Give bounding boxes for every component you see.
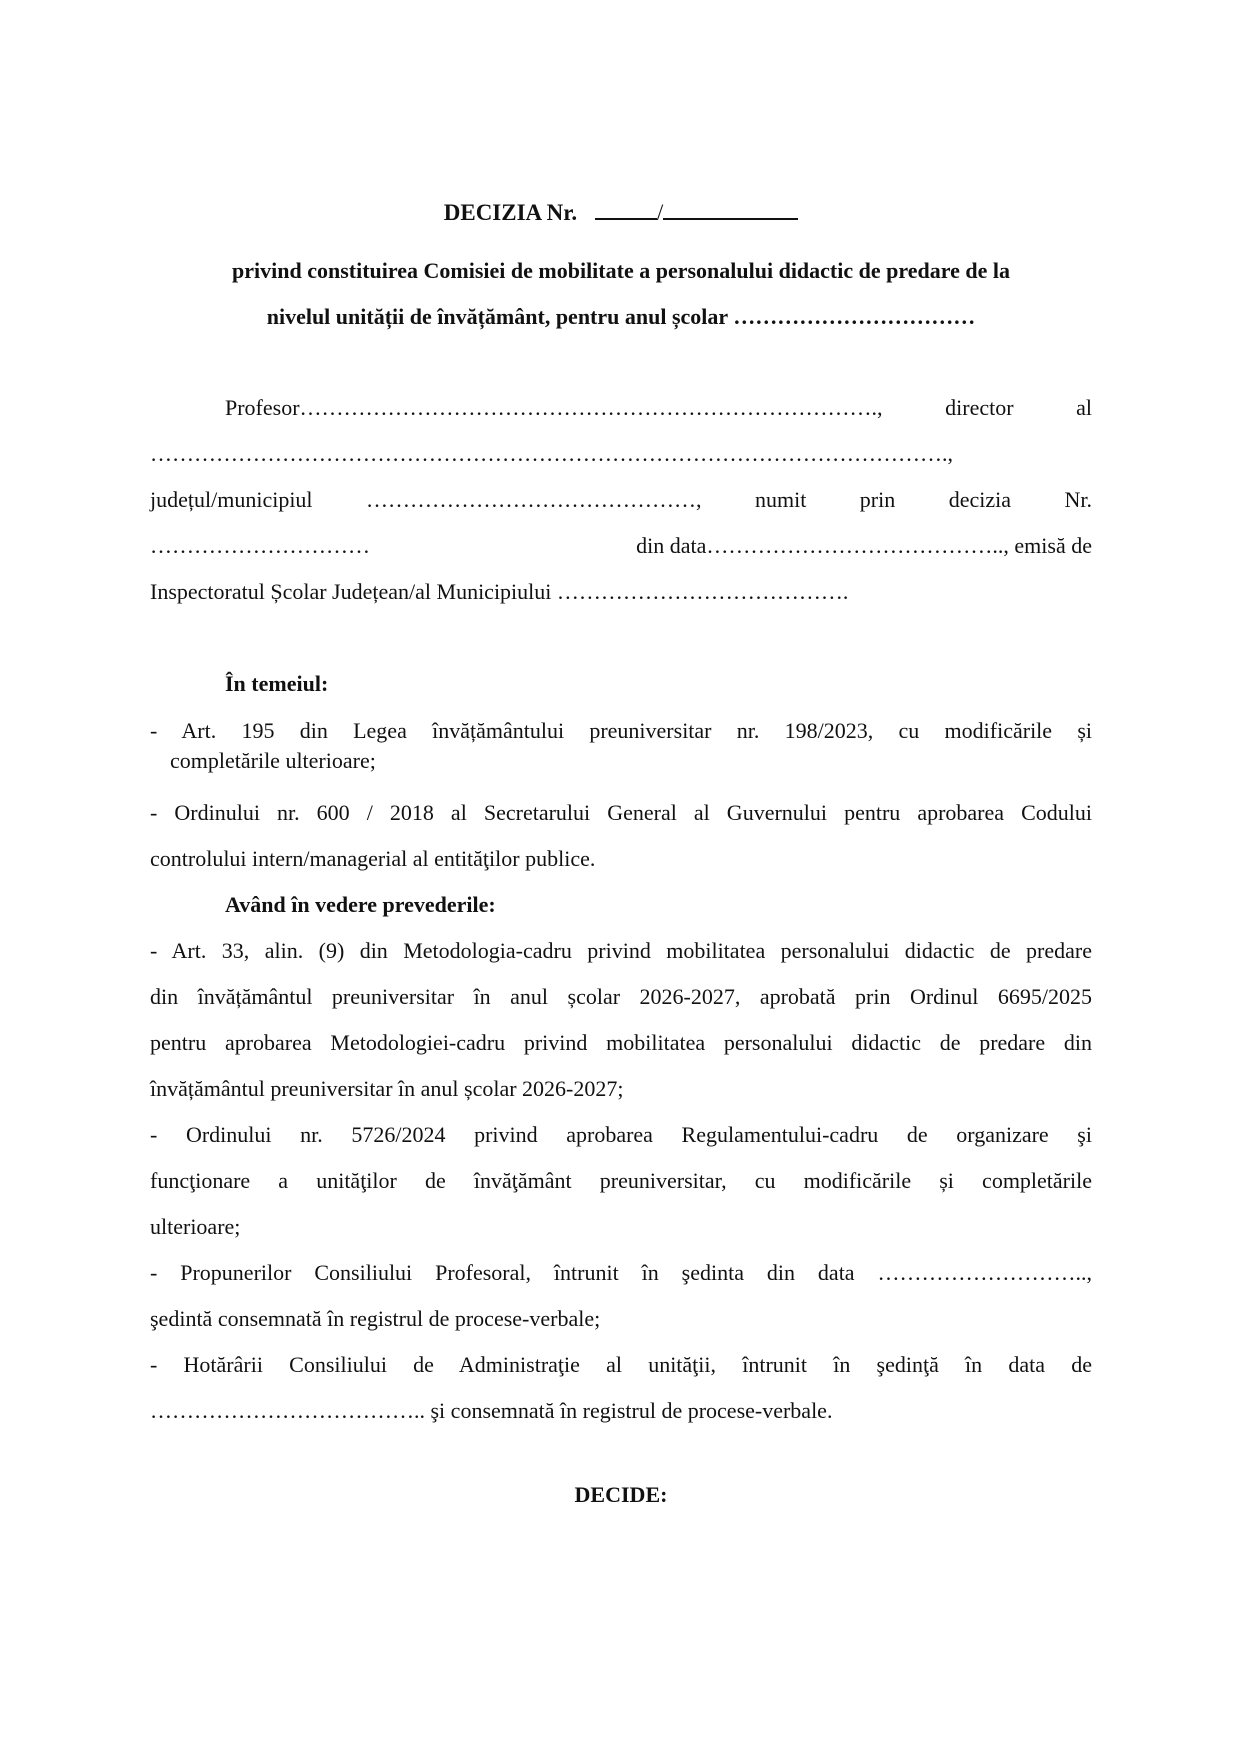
intro-line-2: ……………………………………………………………………………………………….,	[150, 441, 953, 466]
intro-line-4-blank: …………………………	[150, 533, 370, 558]
temeiul-item-2-line-2: controlului intern/managerial al entităţilor publice.	[150, 846, 596, 871]
intro-line-4-date: din data………………………………….., emisă de	[636, 533, 1092, 558]
vedere-item-1-line-2: din învățământul preuniversitar în anul școlar 2026-2027, aprobată prin Ordinul 6695/2025	[150, 984, 1092, 1009]
vedere-item-2-line-1: - Ordinului nr. 5726/2024 privind aprobarea Regulamentului-cadru de organizare şi	[150, 1122, 1092, 1147]
vedere-item-1-line-3: pentru aprobarea Metodologiei-cadru privind mobilitatea personalului didactic de predare din	[150, 1030, 1092, 1055]
intro-line-3: județul/municipiul ………………………………………, numit prin decizia Nr.	[150, 487, 1092, 512]
vedere-item-1-line-4: învățământul preuniversitar în anul școlar 2026-2027;	[150, 1076, 624, 1101]
intro-line-4	[150, 531, 1092, 561]
intro-line-5: Inspectoratul Școlar Județean/al Municipiului ………………………………….	[150, 579, 849, 604]
vedere-heading: Având în vedere prevederile:	[225, 892, 496, 917]
decision-title-prefix: DECIZIA Nr.	[443, 200, 578, 225]
vedere-item-4-line-2: ……………………………….. şi consemnată în registrul de procese-verbale.	[150, 1398, 833, 1423]
temeiul-heading: În temeiul:	[225, 671, 329, 696]
vedere-item-3-line-1: - Propunerilor Consiliului Profesoral, întrunit în şedinta din data ………………………..,	[150, 1260, 1092, 1285]
vedere-item-1-line-1: - Art. 33, alin. (9) din Metodologia-cadru privind mobilitatea personalului didactic de predare	[150, 938, 1092, 963]
decide-heading: DECIDE:	[574, 1482, 668, 1507]
vedere-item-2-line-3: ulterioare;	[150, 1214, 241, 1239]
decision-number-blank	[595, 198, 657, 220]
decision-subtitle-line-2: nivelul unității de învățământ, pentru anul școlar ……………………………	[266, 304, 976, 329]
decision-date-blank	[663, 198, 798, 220]
vedere-item-3-line-2: şedintă consemnată în registrul de procese-verbale;	[150, 1306, 601, 1331]
intro-line-1: Profesor……………………………………………………………………., director al	[225, 395, 1092, 420]
decision-title-slash: /	[656, 200, 664, 225]
vedere-item-2-line-2: funcţionare a unităţilor de învăţământ preuniversitar, cu modificările și completările	[150, 1168, 1092, 1193]
decision-subtitle-line-1: privind constituirea Comisiei de mobilitate a personalului didactic de predare de la	[232, 258, 1010, 283]
temeiul-item-1-line-2: completările ulterioare;	[170, 748, 376, 773]
temeiul-item-1-line-1: - Art. 195 din Legea învățământului preuniversitar nr. 198/2023, cu modificările și	[150, 718, 1092, 743]
decision-title	[150, 198, 1092, 228]
vedere-item-4-line-1: - Hotărârii Consiliului de Administraţie al unităţii, întrunit în şedinţă în data de	[150, 1352, 1092, 1377]
temeiul-item-2-line-1: - Ordinului nr. 600 / 2018 al Secretarului General al Guvernului pentru aprobarea Codului	[150, 800, 1092, 825]
